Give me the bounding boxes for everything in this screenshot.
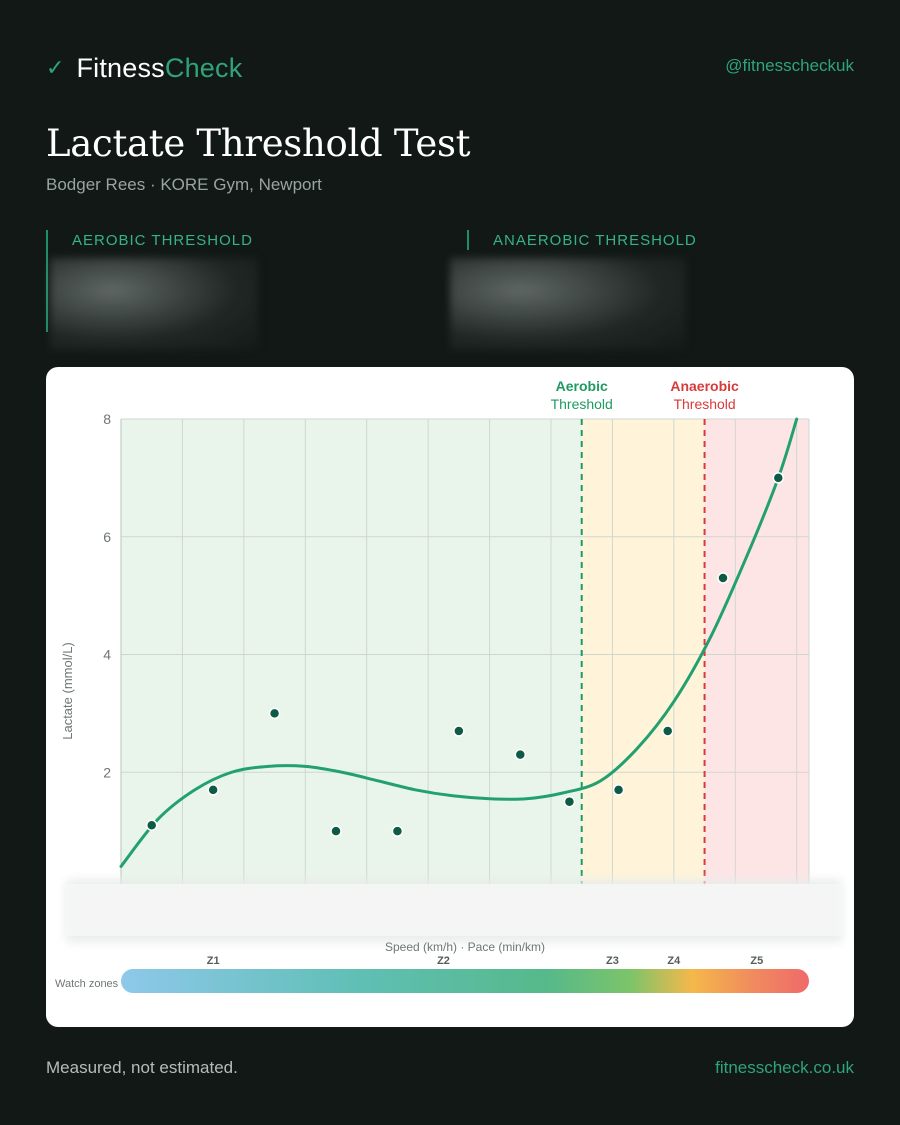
watch-zone-name: Z5: [750, 955, 764, 967]
data-point: [392, 826, 402, 836]
threshold-label-line2: Threshold: [673, 396, 736, 412]
social-handle[interactable]: @fitnesscheckuk: [725, 56, 854, 75]
anaerobic-threshold-label: ANAEROBIC THRESHOLD: [493, 232, 697, 249]
watch-zones-bar: [121, 969, 809, 993]
y-axis-label: Lactate (mmol/L): [60, 642, 75, 740]
brand-name-accent: Check: [164, 53, 243, 83]
x-axis-label: Speed (km/h) · Pace (min/km): [384, 940, 546, 954]
data-point: [564, 797, 574, 807]
footer-tagline: Measured, not estimated.: [46, 1058, 238, 1077]
data-point: [663, 726, 673, 736]
checkmark-icon: ✓: [46, 55, 65, 80]
watch-zones-label: Watch zones: [55, 978, 119, 990]
x-axis-redacted-overlay: [66, 884, 842, 936]
aerobic-threshold-label: AEROBIC THRESHOLD: [72, 232, 253, 249]
watch-zone-name: Z3: [606, 955, 619, 967]
threshold-label-line2: Threshold: [550, 396, 613, 412]
y-tick-label: 2: [103, 764, 111, 781]
threshold-label-line1: Aerobic: [555, 378, 608, 394]
aerobic-threshold-value-redacted: [50, 258, 258, 350]
page-title: Lactate Threshold Test: [46, 122, 471, 165]
anaerobic-threshold-metric: [467, 230, 697, 250]
anaerobic-threshold-value-redacted: [450, 258, 686, 350]
y-tick-label: 4: [103, 646, 111, 663]
data-point: [454, 726, 464, 736]
page-subtitle: Bodger Rees · KORE Gym, Newport: [46, 175, 322, 194]
lactate-chart: [46, 367, 854, 1027]
data-point: [614, 785, 624, 795]
header: [46, 50, 854, 86]
data-point: [147, 820, 157, 830]
footer-site-link[interactable]: fitnesscheck.co.uk: [715, 1058, 854, 1077]
y-tick-label: 6: [103, 528, 111, 545]
watch-zone-name: Z2: [437, 955, 450, 967]
threshold-label-line1: Anaerobic: [670, 378, 739, 394]
chart-card: [46, 367, 854, 1027]
data-point: [208, 785, 218, 795]
data-point: [515, 750, 525, 760]
data-point: [270, 708, 280, 718]
watch-zone-name: Z4: [667, 955, 681, 967]
data-point: [773, 473, 783, 483]
y-tick-label: 8: [103, 411, 111, 427]
brand-name-plain: Fitness: [76, 53, 165, 83]
brand-logo[interactable]: [46, 50, 242, 86]
data-point: [718, 573, 728, 583]
data-point: [331, 826, 341, 836]
brand-name: [76, 50, 242, 86]
watch-zone-name: Z1: [206, 955, 220, 967]
